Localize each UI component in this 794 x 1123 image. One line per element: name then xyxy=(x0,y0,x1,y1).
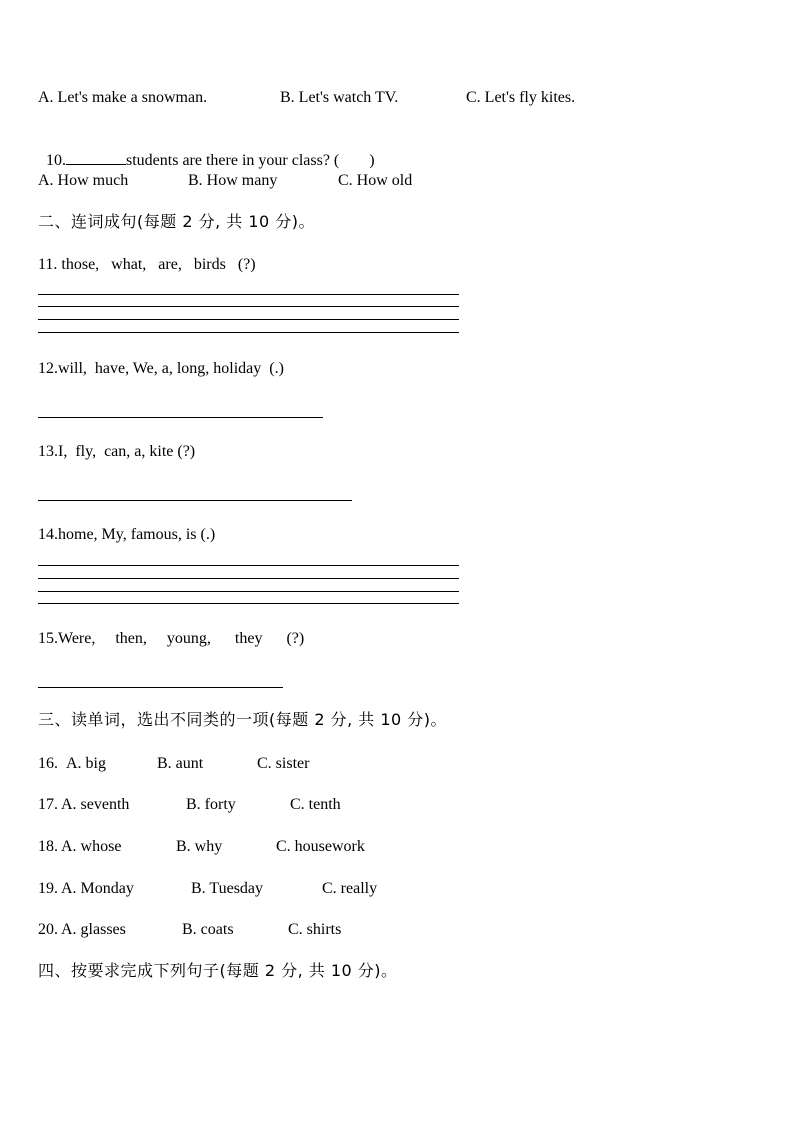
q20-option-a: A. glasses xyxy=(61,921,126,938)
question-10 xyxy=(38,130,375,169)
q19-option-c: C. really xyxy=(322,880,378,897)
q20-option-c: C. shirts xyxy=(288,921,342,938)
answer-line xyxy=(38,319,459,320)
q17-option-c: C. tenth xyxy=(290,796,341,813)
q17-option-b: B. forty xyxy=(186,796,236,813)
q16-option-b: B. aunt xyxy=(157,755,204,772)
answer-line xyxy=(38,565,459,566)
answer-blank xyxy=(66,150,126,165)
question-12: 12.will, have, We, a, long, holiday (.) xyxy=(38,360,284,377)
answer-line xyxy=(38,591,459,592)
answer-line xyxy=(38,294,459,295)
question-11: 11. those, what, are, birds (?) xyxy=(38,256,256,273)
q16-option-c: C. sister xyxy=(257,755,310,772)
q10-option-b: B. How many xyxy=(188,172,278,189)
question-17-number: 17. xyxy=(38,796,58,813)
q19-option-a: A. Monday xyxy=(61,880,134,897)
question-20-number: 20. xyxy=(38,921,58,938)
question-10-text: students are there in your class? ( xyxy=(126,152,340,169)
answer-line xyxy=(38,500,352,501)
q9-option-b: B. Let's watch TV. xyxy=(280,89,399,106)
q19-option-b: B. Tuesday xyxy=(191,880,264,897)
q10-option-c: C. How old xyxy=(338,172,413,189)
q9-option-a: A. Let's make a snowman. xyxy=(38,89,208,106)
q10-option-a: A. How much xyxy=(38,172,129,189)
section-2-heading: 二、连词成句(每题 2 分, 共 10 分)。 xyxy=(38,212,316,231)
answer-line xyxy=(38,417,323,418)
question-10-close: ) xyxy=(369,152,375,169)
answer-line xyxy=(38,332,459,333)
answer-line xyxy=(38,603,459,604)
q18-option-a: A. whose xyxy=(61,838,122,855)
question-18-number: 18. xyxy=(38,838,58,855)
question-10-number: 10. xyxy=(46,152,66,169)
q18-option-b: B. why xyxy=(176,838,223,855)
question-15: 15.Were, then, young, they (?) xyxy=(38,630,305,647)
q17-option-a: A. seventh xyxy=(61,796,130,813)
q16-option-a: A. big xyxy=(66,755,106,772)
q20-option-b: B. coats xyxy=(182,921,234,938)
question-13: 13.I, fly, can, a, kite (?) xyxy=(38,443,196,460)
answer-line xyxy=(38,578,459,579)
question-19-number: 19. xyxy=(38,880,58,897)
question-16-number: 16. xyxy=(38,755,62,772)
section-3-heading: 三、读单词，选出不同类的一项(每题 2 分, 共 10 分)。 xyxy=(38,710,448,729)
section-4-heading: 四、按要求完成下列句子(每题 2 分, 共 10 分)。 xyxy=(38,961,398,980)
answer-line xyxy=(38,687,283,688)
answer-line xyxy=(38,306,459,307)
q9-option-c: C. Let's fly kites. xyxy=(466,89,576,106)
question-14: 14.home, My, famous, is (.) xyxy=(38,526,216,543)
q18-option-c: C. housework xyxy=(276,838,365,855)
